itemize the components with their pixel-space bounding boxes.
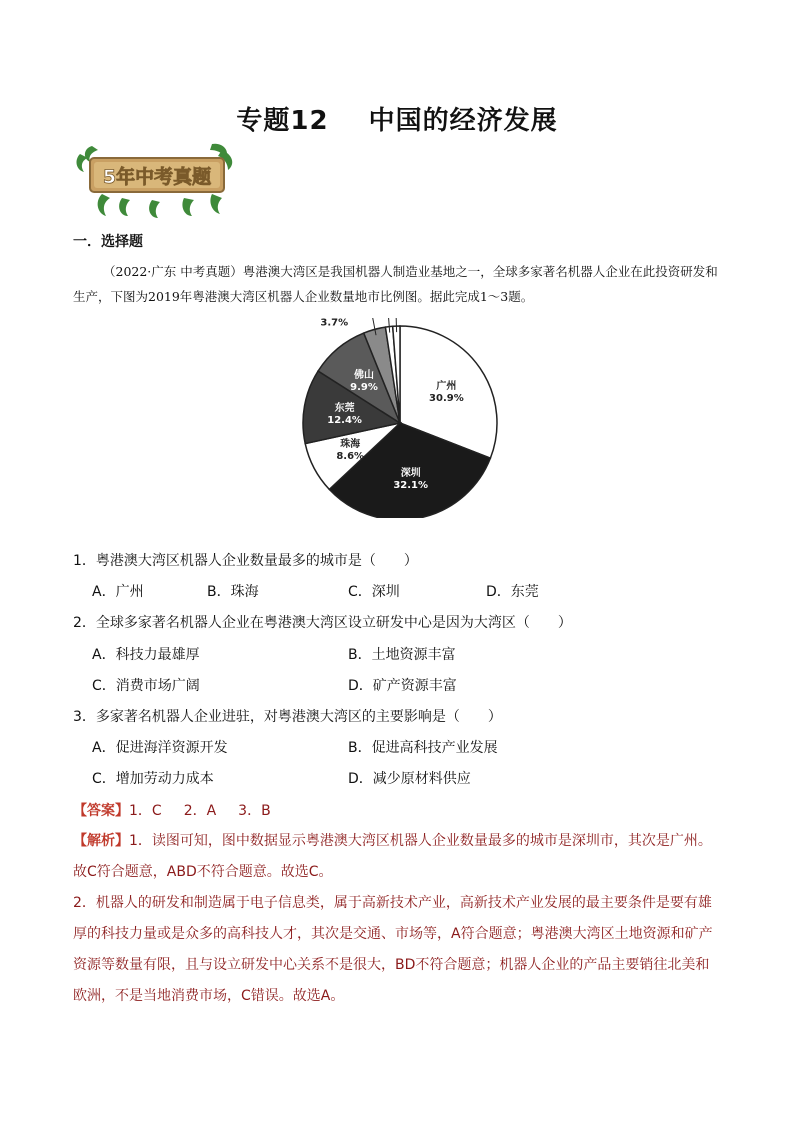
explanation-1	[73, 826, 723, 888]
q2-option-b: B．土地资源丰富	[348, 647, 456, 663]
question-intro: （2022·广东 中考真题）粤港澳大湾区是我国机器人制造业基地之一，全球多家著名机器人企业在此投资研发和生产，下图为2019年粤港澳大湾区机器人企业数量地市比例图。据此完成1～3题。	[73, 264, 718, 304]
pie-label-0: 广州	[436, 381, 457, 393]
q1-option-d: D．东莞	[486, 584, 539, 600]
explanation-2: 2．机器人的研发和制造属于电子信息类，属于高新技术产业，高新技术产业发展的最主要条件是要有雄厚的科技力量或是众多的高科技人才，其次是交通、市场等，A符合题意；粤港澳大湾区土地资源和矿产资源等数量有限，且与设立研发中心关系不是很大，BD不符合题意；机器人企业的产品主要销往北美和欧洲，不是当地消费市场，C错误。故选A。	[73, 895, 713, 1004]
pie-chart	[270, 318, 530, 518]
explanation-tag: 【解析】	[73, 833, 129, 849]
question-1-stem: 1．粤港澳大湾区机器人企业数量最多的城市是（ ）	[73, 553, 418, 569]
pie-value-label-2: 8.6%	[336, 451, 365, 463]
answer-line	[73, 800, 293, 820]
title-part1: 专题12	[236, 106, 329, 136]
pie-value-label-4: 9.9%	[350, 381, 378, 393]
answer-tag: 【答案】	[73, 803, 129, 819]
q3-option-d: D．减少原材料供应	[348, 771, 471, 787]
q2-option-a: A．科技力最雄厚	[92, 647, 200, 663]
pie-leader-7	[396, 318, 397, 332]
q1-option-c: C．深圳	[348, 584, 400, 600]
pie-value-label-3: 12.4%	[327, 415, 362, 427]
pie-label-4: 佛山	[354, 369, 374, 381]
badge-text: 5年中考真题	[102, 166, 212, 188]
q3-option-a: A．促进海洋资源开发	[92, 740, 228, 756]
answer-1: 1．C	[129, 803, 162, 819]
answer-3: 3．B	[238, 803, 271, 819]
pie-value-label-5: 3.7%	[320, 318, 349, 329]
q1-option-b: B．珠海	[207, 584, 259, 600]
q3-option-c: C．增加劳动力成本	[92, 771, 214, 787]
pie-value-label-0: 30.9%	[429, 393, 464, 405]
pie-label-1: 深圳	[400, 468, 421, 480]
q1-option-a: A．广州	[92, 584, 144, 600]
question-2-stem: 2．全球多家著名机器人企业在粤港澳大湾区设立研发中心是因为大湾区（ ）	[73, 615, 572, 631]
pie-label-2: 珠海	[340, 439, 361, 451]
title-part2: 中国的经济发展	[368, 106, 558, 136]
q2-option-c: C．消费市场广阔	[92, 678, 200, 694]
question-3-stem: 3．多家著名机器人企业进驻，对粤港澳大湾区的主要影响是（ ）	[73, 709, 502, 725]
q3-option-b: B．促进高科技产业发展	[348, 740, 498, 756]
section-badge-logo	[72, 140, 240, 218]
q2-option-d: D．矿产资源丰富	[348, 678, 457, 694]
section-heading: 一．选择题	[73, 234, 143, 250]
answer-2: 2．A	[183, 803, 217, 819]
explanation-text-1: 1．读图可知，图中数据显示粤港澳大湾区机器人企业数量最多的城市是深圳市，其次是广州。故C符合题意，ABD不符合题意。故选C。	[73, 833, 712, 880]
page-title	[0, 100, 794, 137]
pie-value-label-1: 32.1%	[393, 480, 429, 492]
pie-label-3: 东莞	[334, 403, 355, 415]
